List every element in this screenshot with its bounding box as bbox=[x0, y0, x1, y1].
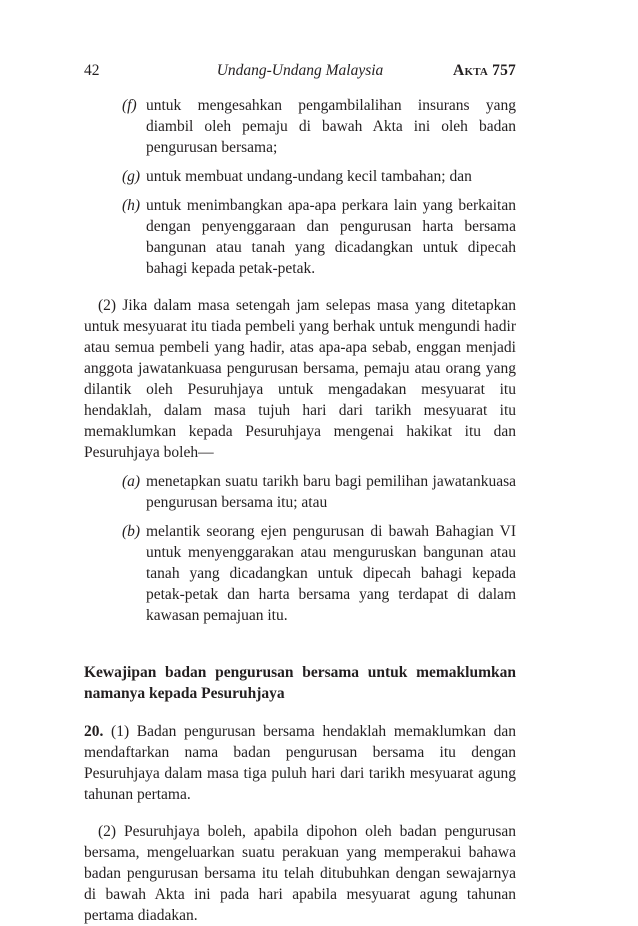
list-label: (a) bbox=[122, 473, 141, 490]
list-item-g bbox=[84, 166, 516, 187]
list-text: untuk mengesahkan pengambilalihan insurans yang diambil oleh pemaju di bawah Akta ini oleh badan pengurusan bersama; bbox=[146, 97, 516, 156]
section-20-text-1: (1) Badan pengurusan bersama hendaklah memaklumkan dan mendaftarkan nama badan pengurusan bersama itu dengan Pesuruhjaya dalam masa tiga puluh hari dari tarikh mesyuarat agung tahunan pertama. bbox=[84, 723, 517, 803]
list-text: melantik seorang ejen pengurusan di bawah Bahagian VI untuk menyenggarakan atau menguruskan bangunan atau tanah yang dicadangkan untuk dipecah bahagi kepada petak-petak dan harta bersama yang terdapat di dalam kawasan pemajuan itu. bbox=[146, 523, 516, 624]
list-text: untuk menimbangkan apa-apa perkara lain yang berkaitan dengan penyenggaraan dan pengurusan harta bersama bangunan atau tanah yang dicadangkan untuk dipecah bahagi kepada petak-petak. bbox=[146, 197, 516, 277]
page-body bbox=[84, 95, 516, 926]
list-label: (g) bbox=[122, 168, 141, 185]
list-item-f bbox=[84, 95, 516, 158]
act-number: 757 bbox=[492, 62, 516, 79]
subsection-2-paragraph: (2) Jika dalam masa setengah jam selepas masa yang ditetapkan untuk mesyuarat itu tiada pembeli yang berhak untuk mengundi hadir atau semua pembeli yang hadir, atas apa-apa sebab, enggan menjadi anggota jawatankuasa pengurusan bersama, pemaju atau orang yang dilantik oleh Pesuruhjaya untuk mengadakan mesyuarat itu hendaklah, dalam masa tujuh hari dari tarikh mesyuarat itu memaklumkan kepada Pesuruhjaya mengenai hakikat itu dan Pesuruhjaya boleh— bbox=[84, 297, 516, 461]
list-item-a bbox=[84, 471, 516, 513]
list-text: menetapkan suatu tarikh baru bagi pemilihan jawatankuasa pengurusan bersama itu; atau bbox=[146, 473, 516, 511]
list-label: (b) bbox=[122, 523, 141, 540]
running-header bbox=[84, 62, 516, 84]
list-label: (h) bbox=[122, 197, 141, 214]
header-title: Undang-Undang Malaysia bbox=[216, 62, 384, 79]
list-label: (f) bbox=[122, 97, 137, 114]
section-20-paragraph-2: (2) Pesuruhjaya boleh, apabila dipohon oleh badan pengurusan bersama, mengeluarkan suatu perakuan yang memperakui bahawa badan pengurusan bersama itu telah ditubuhkan dengan sewajarnya di bawah Akta ini pada hari apabila mesyuarat agung tahunan pertama diadakan. bbox=[84, 823, 516, 924]
page-number: 42 bbox=[84, 62, 100, 79]
section-20-paragraph-1 bbox=[84, 721, 516, 805]
act-word: Akta bbox=[453, 62, 489, 79]
list-text: untuk membuat undang-undang kecil tambahan; dan bbox=[146, 168, 472, 185]
list-item-b bbox=[84, 521, 516, 626]
list-item-h bbox=[84, 195, 516, 279]
act-reference bbox=[453, 62, 516, 80]
section-heading: Kewajipan badan pengurusan bersama untuk memaklumkan namanya kepada Pesuruhjaya bbox=[84, 664, 516, 702]
section-number: 20. bbox=[84, 723, 104, 740]
